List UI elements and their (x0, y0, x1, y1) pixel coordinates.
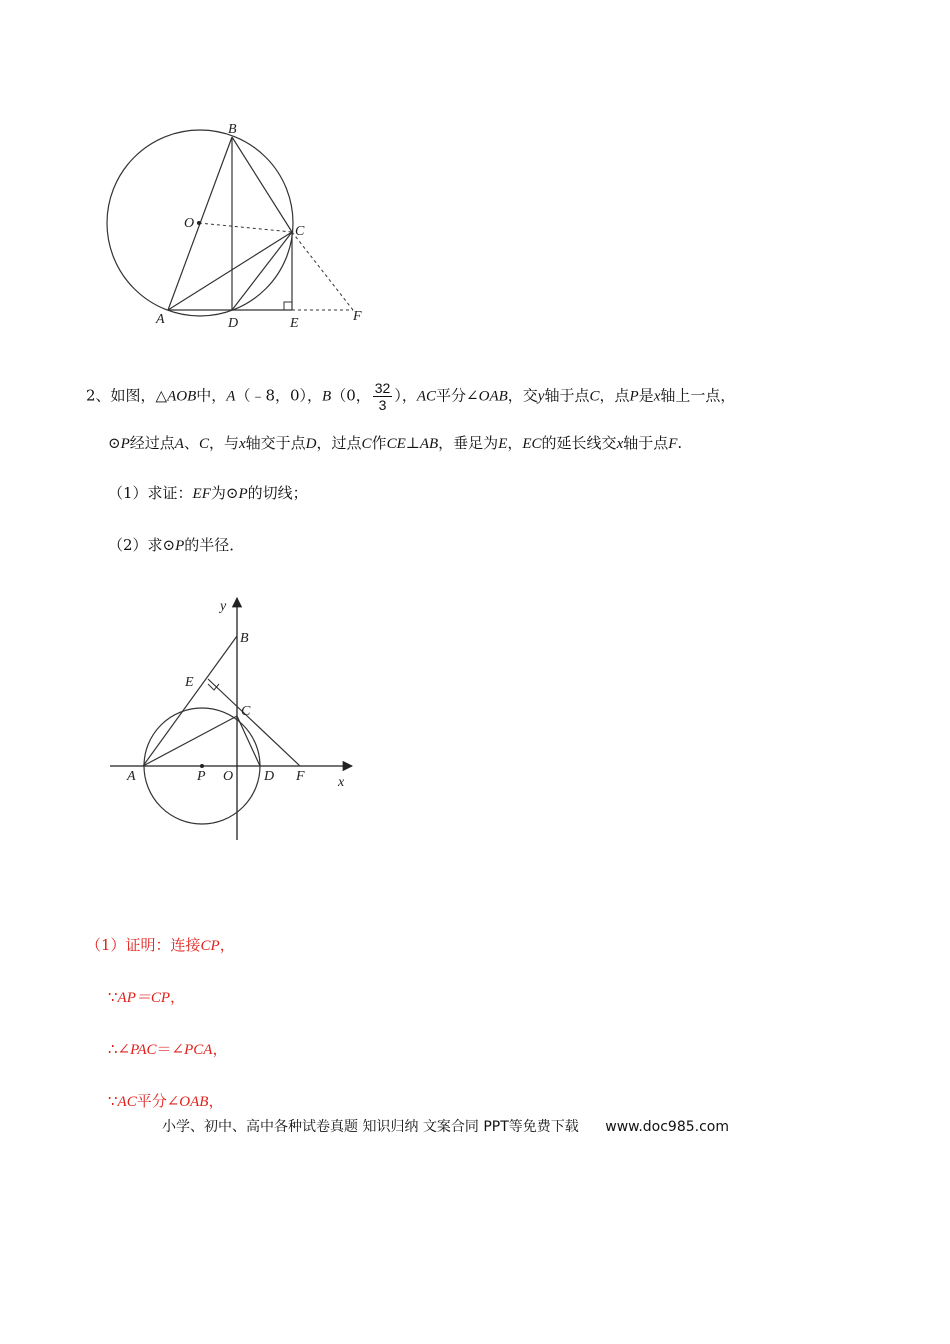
point-o (197, 221, 201, 225)
label-o: O (223, 769, 234, 784)
question-2: （2）求⊙P的半径． (108, 536, 245, 554)
label-d: D (228, 316, 239, 331)
label-x: x (338, 775, 345, 790)
figure-1-geometry (100, 115, 380, 340)
label-f: F (353, 309, 362, 324)
fraction-32-3: $\frac{32}{3}$ (374, 380, 391, 413)
problem-line-2: ⊙P经过点A、C，与x轴交于点D，过点C作CE⊥AB，垂足为E，EC的延长线交x轴于点F. (108, 434, 683, 452)
segment-ac (143, 716, 237, 766)
page-footer (162, 1116, 729, 1136)
question-1: （1）求证：EF为⊙P的切线； (108, 484, 308, 502)
label-p: P (197, 769, 206, 784)
segment-ab (143, 636, 237, 766)
segment-bc (232, 137, 292, 232)
problem-line-1: 2、如图，△AOB中，A（﹣8，0），B（0， $\frac{32}{3}$ ），AC平分∠OAB，交y轴于点C，点P是x轴上一点， (86, 380, 736, 413)
label-e: E (185, 675, 194, 690)
segment-ac (168, 232, 292, 310)
label-f: F (296, 769, 305, 784)
dashed-cf (292, 232, 353, 310)
label-c: C (241, 704, 251, 719)
label-b: B (240, 631, 249, 646)
dashed-oc (199, 223, 292, 232)
segment-dc (232, 232, 292, 310)
footer-url[interactable]: www.doc985.com (605, 1119, 729, 1135)
solution-line-3: ∴∠PAC＝∠PCA， (108, 1040, 228, 1058)
label-d: D (264, 769, 275, 784)
label-a: A (156, 312, 165, 327)
label-y: y (220, 599, 227, 614)
label-e: E (290, 316, 299, 331)
solution-line-1: （1）证明：连接CP， (86, 936, 235, 954)
segment-cd (237, 716, 260, 766)
label-o: O (184, 216, 195, 231)
label-a: A (127, 769, 136, 784)
right-angle-mark (284, 302, 292, 310)
solution-line-4: ∵AC平分∠OAB， (108, 1092, 224, 1110)
figure-2-coordinate-diagram (100, 590, 370, 850)
label-c: C (295, 224, 305, 239)
label-b: B (228, 122, 237, 137)
solution-line-2: ∵AP＝CP， (108, 988, 186, 1006)
footer-text: 小学、初中、高中各种试卷真题 知识归纳 文案合同 PPT等免费下载 (162, 1119, 579, 1135)
point-p (200, 764, 204, 768)
